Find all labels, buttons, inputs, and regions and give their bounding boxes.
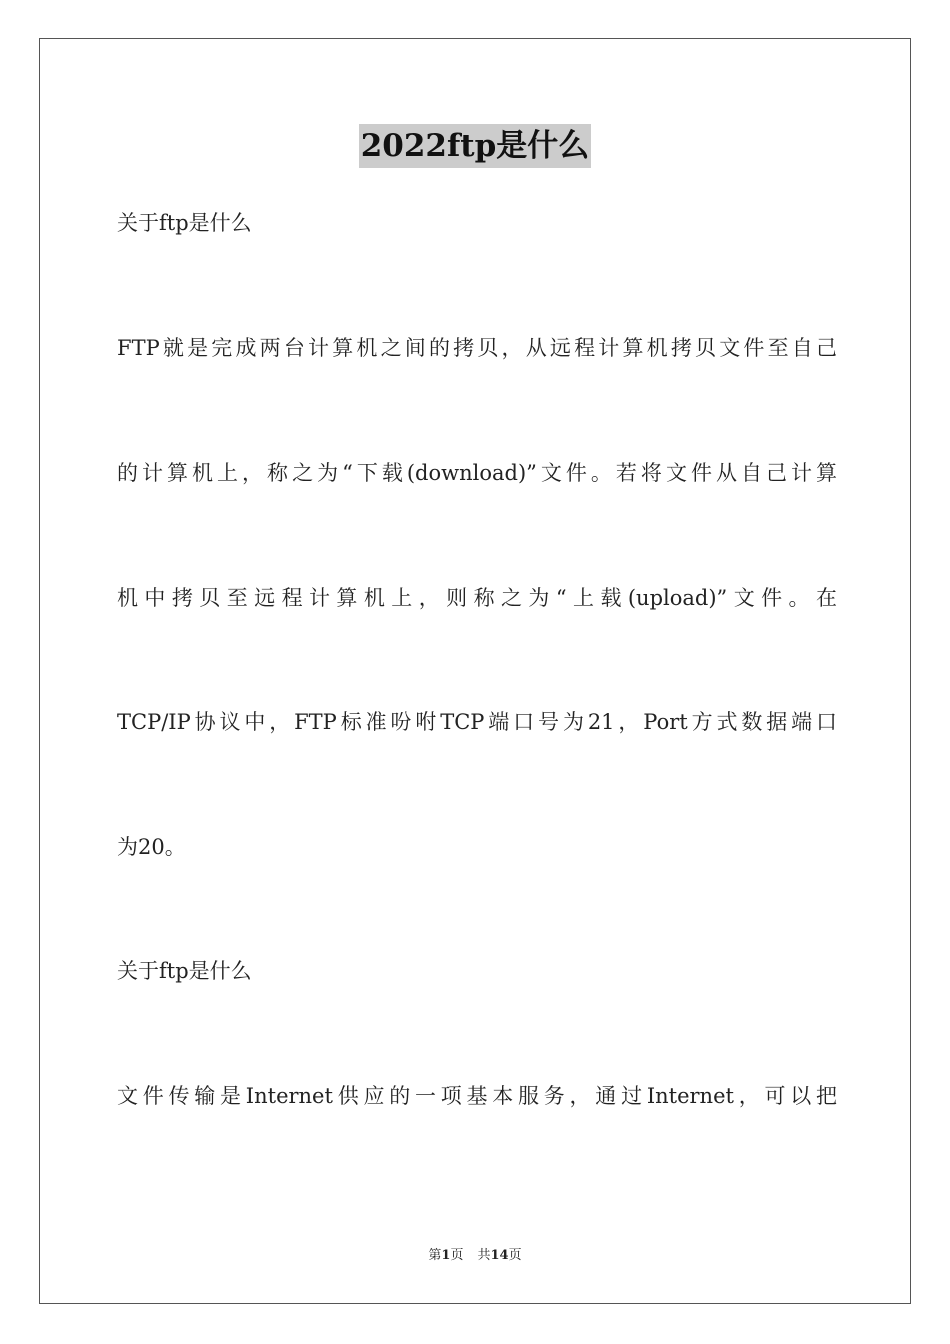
paragraph-line-1: FTP就是完成两台计算机之间的拷贝，从远程计算机拷贝文件至自己 [117, 336, 837, 360]
footer-page-current: 1 [441, 1248, 451, 1263]
title-container [0, 124, 950, 168]
paragraph-line-6: 文件传输是Internet供应的一项基本服务，通过Internet，可以把 [117, 1084, 837, 1108]
footer-page-total: 14 [490, 1248, 509, 1263]
paragraph-line-2: 的计算机上，称之为“下载(download)”文件。若将文件从自己计算 [117, 461, 837, 485]
document-title: 2022ftp是什么 [359, 124, 592, 168]
paragraph-heading-2: 关于ftp是什么 [117, 959, 252, 983]
paragraph-line-4: TCP/IP协议中，FTP标准吩咐TCP端口号为21，Port方式数据端口 [117, 710, 837, 734]
paragraph-line-3: 机中拷贝至远程计算机上，则称之为“上载(upload)”文件。在 [117, 586, 837, 610]
page-footer [0, 1246, 950, 1266]
footer-page-prefix: 第 [428, 1248, 442, 1263]
paragraph-line-5: 为20。 [117, 835, 186, 859]
paragraph-heading-1: 关于ftp是什么 [117, 211, 252, 235]
footer-page-suffix: 页 [450, 1248, 464, 1263]
footer-total-prefix: 共 [477, 1248, 491, 1263]
footer-total-suffix: 页 [508, 1248, 522, 1263]
